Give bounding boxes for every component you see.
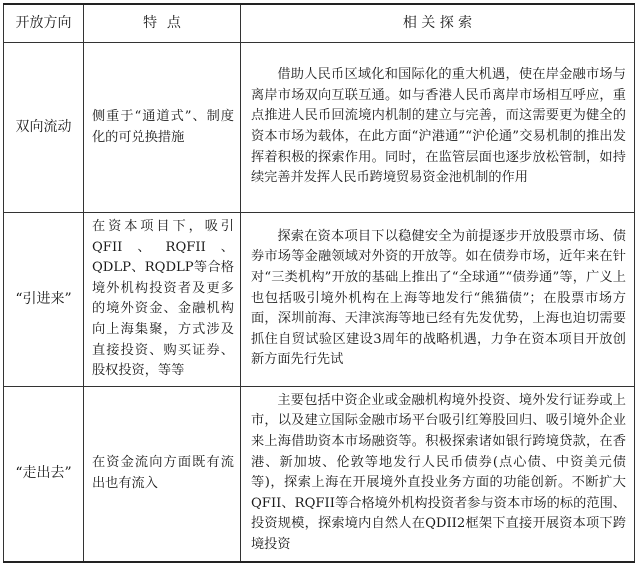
row-exploration: 探索在资本项目下以稳健安全为前提逐步开放股票市场、债券市场等金融领域对外资的开放等。如在债券市场，近年来在针对“三类机构”开放的基础上推出了“全球通”“债券通”等，广义上也包括吸引境外机构在上海等地发行“熊猫债”；在股票市场方面，深圳前海、天津滨海等地已经有先发优势，上海也迫切需要抓住自贸试验区建设3周年的战略机遇，力争在资本项目开放创新方面先行先试 — [241, 213, 635, 387]
capital-account-opening-table — [3, 3, 635, 563]
row-exploration: 借助人民币区域化和国际化的重大机遇，使在岸金融市场与离岸市场双向互联互通。如与香港人民币离岸市场相互呼应，重点推进人民币回流境内机制的建立与完善，而这需要更为健全的资本市场为载体，在此方面“沪港通”“沪伦通”交易机制的推出发挥着积极的探索作用。同时，在监管层面也逐步放松管制，如持续完善并发挥人民币跨境贸易资金池机制的作用 — [241, 43, 635, 213]
row-features: 在资金流向方面既有流出也有流入 — [84, 386, 241, 561]
row-features: 在资本项目下，吸引QFII、RQFII、QDLP、RQDLP等合格境外机构投资者及更多的境外资金、金融机构向上海集聚，方式涉及直接投资、购买证券、股权投资，等等 — [84, 213, 241, 387]
table-row — [4, 213, 635, 387]
table-row — [4, 386, 635, 561]
row-exploration: 主要包括中资企业或金融机构境外投资、境外发行证券或上市，以及建立国际金融市场平台吸引红筹股回归、吸引境外企业来上海借助资本市场融资等。积极探索诸如银行跨境贷款，在香港、新加坡、伦敦等地发行人民币债券(点心债、中资美元债等)，探索上海在开展境外直投业务方面的功能创新。不断扩大QFII、RQFII等合格境外机构投资者参与资本市场的标的范围、投资规模，探索境内自然人在QDII2框架下直接开展资本项下跨境投资 — [241, 386, 635, 561]
row-direction: “引进来” — [4, 213, 84, 387]
row-features: 侧重于“通道式”、制度化的可兑换措施 — [84, 43, 241, 213]
header-exploration: 相 关 探 索 — [241, 4, 635, 43]
header-features: 特点 — [84, 4, 241, 43]
header-direction: 开放方向 — [4, 4, 84, 43]
header-row — [4, 4, 635, 43]
table-row — [4, 43, 635, 213]
row-direction: 双向流动 — [4, 43, 84, 213]
row-direction: “走出去” — [4, 386, 84, 561]
